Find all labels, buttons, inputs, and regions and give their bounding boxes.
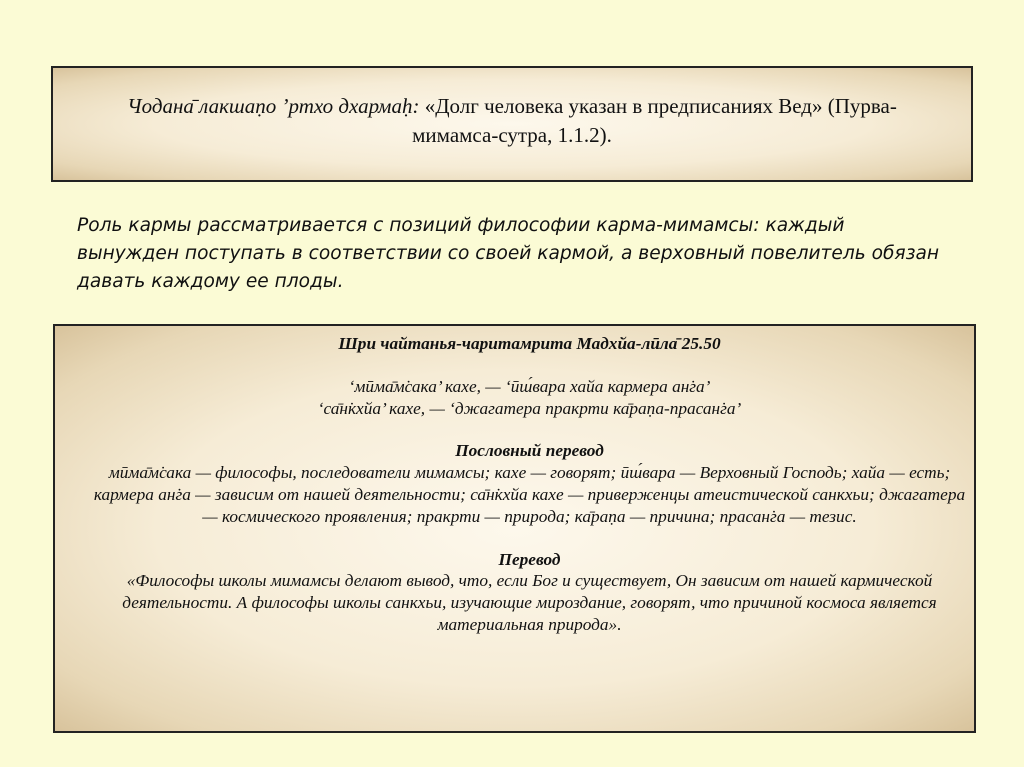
scripture-box bbox=[53, 324, 976, 733]
quote-sanskrit: Чодана̄ лакшаṇо ’ртхо дхармаḥ: bbox=[127, 94, 420, 118]
verse-line-1: ‘мӣма̄м̇сака’ кахе, — ‘ӣш́вара хайа кармера ан̇га’ bbox=[348, 376, 711, 396]
translation: «Философы школы мимамсы делают вывод, что, если Бог и существует, Он зависим от нашей кармической деятельности. А философы школы санкхьи, изучающие мироздание, говорят, что причиной космоса является материальная природа». bbox=[122, 571, 937, 634]
intro-paragraph: Роль кармы рассматривается с позиций философии карма-мимамсы: каждый вынужден поступать в соответствии со своей кармой, а верховный повелитель обязан давать каждому ее плоды. bbox=[77, 215, 940, 292]
quote-box bbox=[51, 66, 973, 182]
translation-heading: Перевод bbox=[498, 549, 561, 569]
quote-text bbox=[113, 92, 911, 150]
scripture-title: Шри чайтанья-чаритамрита Мадхйа-лӣла̄ 25.50 bbox=[338, 334, 721, 353]
verse-line-2: ‘са̄н̇кхйа’ кахе, — ‘джагатера пракрти ка̄раṇа-прасан̇га’ bbox=[317, 398, 742, 418]
word-translation-heading: Пословный перевод bbox=[455, 441, 604, 461]
word-translation: мӣма̄м̇сака — философы, последователи мимамсы; кахе — говорят; ӣш́вара — Верховный Господь; хайа — есть; кармера ан̇га — зависим от нашей деятельности; са̄н̇кхйа кахе — приверженцы атеистической санкхьи; джагатера — космического проявления; пракрти — природа; ка̄раṇа — причина; прасан̇га — тезис. bbox=[93, 463, 966, 526]
quote-translation: «Долг человека указан в предписаниях Вед» (Пурва-мимамса-сутра, 1.1.2). bbox=[412, 94, 897, 147]
scripture-text bbox=[95, 333, 964, 636]
